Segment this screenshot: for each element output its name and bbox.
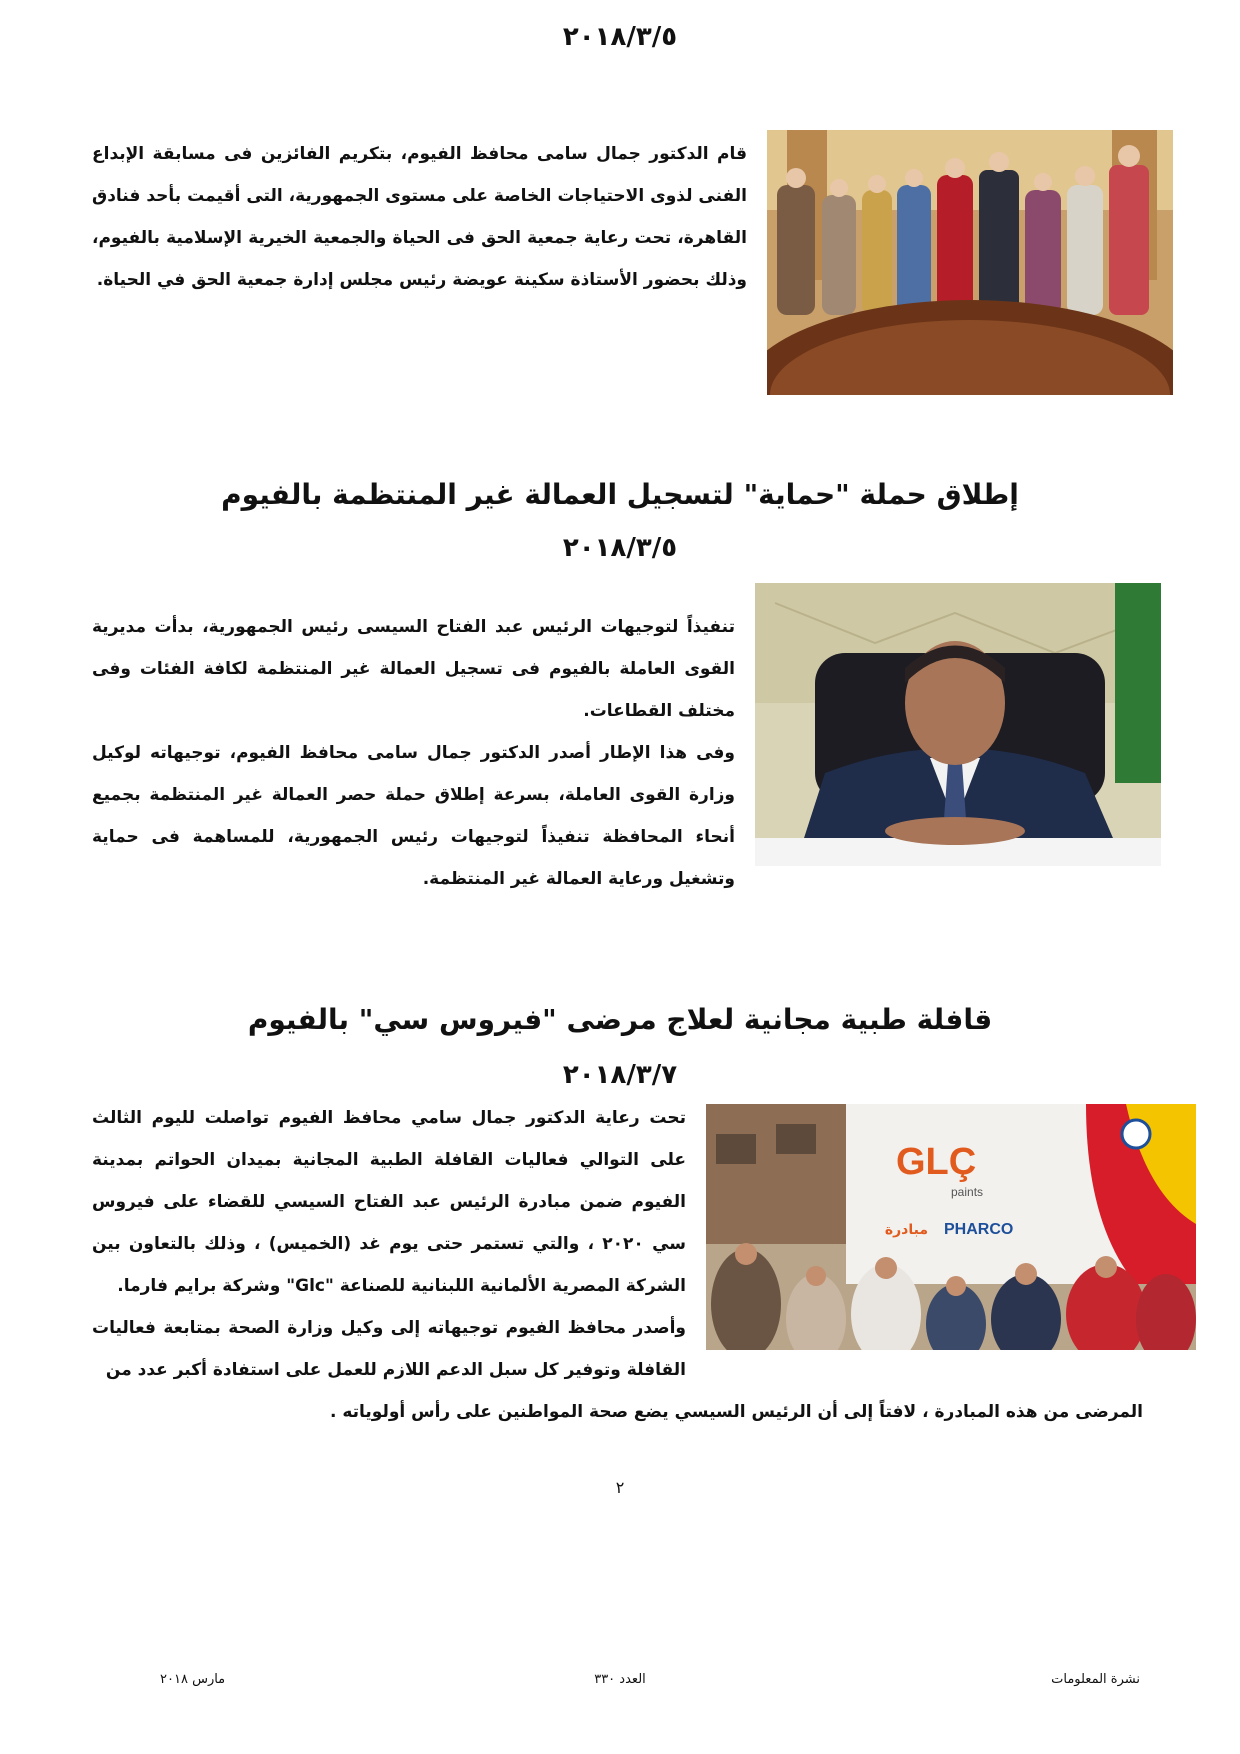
footer-publication: نشرة المعلومات (1051, 1672, 1140, 1687)
article-3-date: ٢٠١٨/٣/٧ (562, 1060, 678, 1090)
article-2-date: ٢٠١٨/٣/٥ (562, 533, 678, 563)
article-2-para-1: تنفيذاً لتوجيهات الرئيس عبد الفتاح السيسى رئيس الجمهورية، بدأت مديرية القوى العاملة بالفيوم فى تسجيل العمالة غير المنتظمة لكافة الفئات وفى مختلف القطاعات. (92, 617, 735, 721)
truck-brand-ar: مبادرة (884, 1222, 928, 1238)
article-2-headline: إطلاق حملة "حماية" لتسجيل العمالة غير المنتظمة بالفيوم (221, 478, 1019, 511)
article-1-photo (767, 130, 1173, 395)
article-1-date: ٢٠١٨/٣/٥ (562, 22, 678, 52)
article-3-para-2: وأصدر محافظ الفيوم توجيهاته إلى وكيل وزارة الصحة بمتابعة فعاليات القافلة وتوفير كل سبل الدعم اللازم للعمل على استفادة أكبر عدد من (92, 1318, 686, 1380)
article-3-photo (706, 1104, 1196, 1350)
truck-brand-text: PHARCO (944, 1221, 1014, 1238)
footer-date: مارس ٢٠١٨ (160, 1672, 226, 1687)
article-2-para-2: وفى هذا الإطار أصدر الدكتور جمال سامى محافظ الفيوم، توجيهاته لوكيل وزارة القوى العاملة، بسرعة إطلاق حملة حصر العمالة غير المنتظمة بجميع أنحاء المحافظة تنفيذاً لتوجيهات رئيس الجمهورية، للمساهمة فى حماية وتشغيل ورعاية العمالة غير المنتظمة. (92, 743, 735, 889)
footer-issue: العدد ٣٣٠ (594, 1672, 646, 1687)
page-number: ٢ (615, 1478, 625, 1497)
truck-logo-text: GLÇ (896, 1141, 977, 1183)
truck-logo-sub: paints (951, 1185, 984, 1199)
article-3-headline: قافلة طبية مجانية لعلاج مرضى "فيروس سي" بالفيوم (247, 1003, 993, 1036)
article-3-para-2-tail: المرضى من هذه المبادرة ، لافتاً إلى أن الرئيس السيسي يضع صحة المواطنين على رأس أولوياته . (329, 1402, 1143, 1422)
article-1-body: قام الدكتور جمال سامى محافظ الفيوم، بتكريم الفائزين فى مسابقة الإبداع الفنى لذوى الاحتياجات الخاصة على مستوى الجمهورية، التى أقيمت بأحد فنادق القاهرة، تحت رعاية جمعية الحق فى الحياة والجمعية الخيرية الإسلامية بالفيوم، وذلك بحضور الأستاذة سكينة عويضة رئيس مجلس إدارة جمعية الحق في الحياة. (92, 144, 747, 290)
article-3-para-1: تحت رعاية الدكتور جمال سامي محافظ الفيوم تواصلت لليوم الثالث على التوالي فعاليات القافلة الطبية المجانية بميدان الحواتم بمدينة الفيوم ضمن مبادرة الرئيس عبد الفتاح السيسي للقضاء على فيروس سي ٢٠٢٠ ، والتي تستمر حتى يوم غد (الخميس) ، وذلك بالتعاون بين الشركة المصرية الألمانية اللبنانية للصناعة "Glc" وشركة برايم فارما. (92, 1108, 686, 1296)
article-2-photo (755, 583, 1161, 866)
